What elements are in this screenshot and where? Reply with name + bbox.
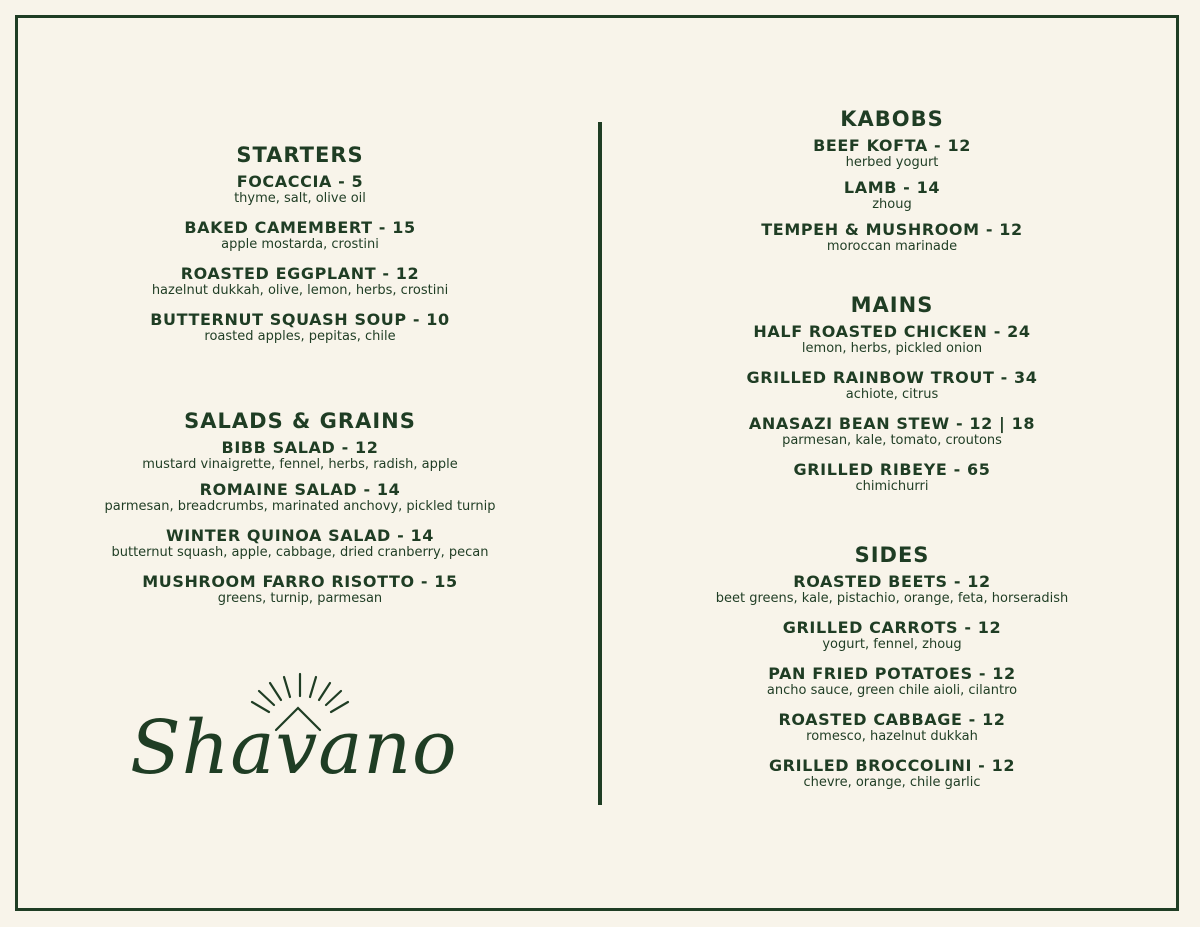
menu-item (612, 756, 1172, 791)
menu-item (612, 460, 1172, 495)
item-name: BUTTERNUT SQUASH SOUP - 10 (150, 310, 450, 329)
item-description: mustard vinaigrette, fennel, herbs, radish, apple (142, 457, 458, 472)
item-description: romesco, hazelnut dukkah (806, 729, 978, 744)
menu-item (612, 136, 1172, 171)
item-name: ROMAINE SALAD - 14 (199, 480, 401, 499)
item-name: BEEF KOFTA - 12 (813, 136, 971, 155)
menu-item (612, 664, 1172, 699)
menu-item (40, 310, 560, 345)
item-description: yogurt, fennel, zhoug (822, 637, 962, 652)
item-name: GRILLED BROCCOLINI - 12 (768, 756, 1016, 775)
column-divider (598, 122, 602, 805)
menu-item (612, 414, 1172, 449)
menu-item (612, 618, 1172, 653)
item-name: GRILLED RAINBOW TROUT - 34 (746, 368, 1038, 387)
menu-item (40, 438, 560, 473)
item-name: GRILLED CARROTS - 12 (782, 618, 1002, 637)
section-title: MAINS (850, 293, 934, 317)
menu-item (40, 526, 560, 561)
item-description: parmesan, kale, tomato, croutons (782, 433, 1002, 448)
item-description: hazelnut dukkah, olive, lemon, herbs, crostini (151, 283, 449, 298)
item-description: zhoug (872, 197, 912, 212)
item-description: apple mostarda, crostini (221, 237, 379, 252)
menu-item (612, 178, 1172, 213)
menu-item (612, 322, 1172, 357)
item-description: thyme, salt, olive oil (234, 191, 366, 206)
item-description: chimichurri (855, 479, 929, 494)
item-description: butternut squash, apple, cabbage, dried cranberry, pecan (111, 545, 489, 560)
item-description: herbed yogurt (845, 155, 939, 170)
item-name: BAKED CAMEMBERT - 15 (184, 218, 416, 237)
section-title: KABOBS (840, 107, 944, 131)
item-name: MUSHROOM FARRO RISOTTO - 15 (142, 572, 458, 591)
menu-item (40, 264, 560, 299)
menu-item (612, 220, 1172, 255)
section-title: SIDES (854, 543, 930, 567)
item-name: GRILLED RIBEYE - 65 (793, 460, 991, 479)
menu-item (612, 710, 1172, 745)
logo-wordmark: Shavano (130, 705, 458, 791)
item-description: chevre, orange, chile garlic (803, 775, 981, 790)
section-mains (612, 292, 1172, 495)
shavano-logo (130, 668, 460, 818)
section-kabobs (612, 106, 1172, 255)
menu-item (40, 572, 560, 607)
menu-item (40, 218, 560, 253)
item-name: WINTER QUINOA SALAD - 14 (165, 526, 434, 545)
item-name: HALF ROASTED CHICKEN - 24 (753, 322, 1031, 341)
item-name: ROASTED CABBAGE - 12 (778, 710, 1006, 729)
menu-item (612, 572, 1172, 607)
item-description: achiote, citrus (845, 387, 939, 402)
section-title: SALADS & GRAINS (184, 409, 416, 433)
section-title: STARTERS (236, 143, 364, 167)
item-description: roasted apples, pepitas, chile (204, 329, 396, 344)
item-name: TEMPEH & MUSHROOM - 12 (761, 220, 1023, 239)
item-description: ancho sauce, green chile aioli, cilantro (766, 683, 1018, 698)
item-description: parmesan, breadcrumbs, marinated anchovy, pickled turnip (104, 499, 496, 514)
item-name: LAMB - 14 (843, 178, 941, 197)
item-description: beet greens, kale, pistachio, orange, feta, horseradish (715, 591, 1069, 606)
item-description: greens, turnip, parmesan (217, 591, 383, 606)
section-sides (612, 542, 1172, 791)
item-name: BIBB SALAD - 12 (221, 438, 379, 457)
item-name: FOCACCIA - 5 (236, 172, 364, 191)
item-description: moroccan marinade (826, 239, 958, 254)
menu-item (612, 368, 1172, 403)
item-name: PAN FRIED POTATOES - 12 (768, 664, 1016, 683)
item-name: ANASAZI BEAN STEW - 12 | 18 (748, 414, 1036, 433)
section-starters (40, 142, 560, 345)
item-name: ROASTED EGGPLANT - 12 (180, 264, 420, 283)
item-description: lemon, herbs, pickled onion (801, 341, 983, 356)
item-name: ROASTED BEETS - 12 (793, 572, 991, 591)
menu-item (40, 172, 560, 207)
section-salads-grains (40, 408, 560, 607)
menu-item (40, 480, 560, 515)
